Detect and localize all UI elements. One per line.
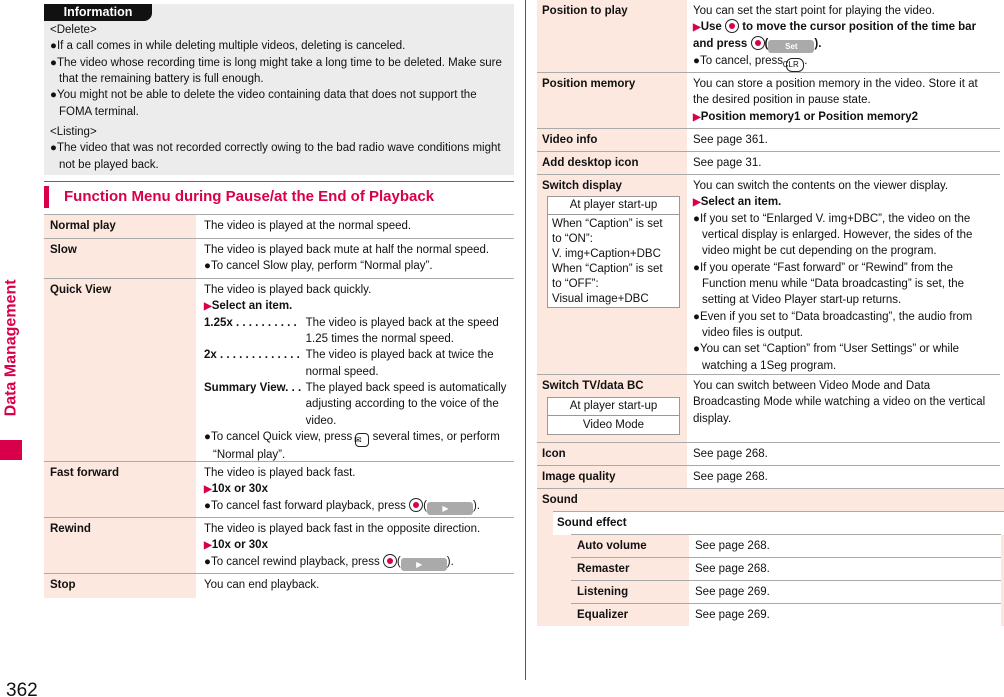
- arrow-icon: ▶: [204, 540, 212, 552]
- default-setting-box: At player start-up Video Mode: [547, 397, 680, 435]
- nav-key-icon: [725, 19, 739, 33]
- row-label: Add desktop icon: [537, 152, 687, 174]
- table-row-remaster: Remaster See page 268.: [571, 557, 1001, 580]
- table-row-rewind: [44, 517, 514, 573]
- table-row-add-desktop-icon: [537, 151, 1000, 174]
- info-bullet: ●The video that was not recorded correctly owing to the bad radio wave conditions might not be played back.: [50, 142, 501, 171]
- table-row-auto-volume: Auto volume See page 268.: [571, 534, 1001, 557]
- table-row-position-to-play: [537, 0, 1000, 72]
- side-tab: [0, 0, 22, 697]
- row-label: Quick View: [44, 279, 196, 461]
- row-desc: The video is played back quickly. ▶Select an item. 1.25x . . . . . . . . . . The video is played back at the speed 1.25 times the normal speed. 2x . . . . . . . . . . . . . The video is played back at twice the normal speed. Summary View. . . The played back speed is automatically adjusting according to the voice of the video. ●To cancel Quick view, press ✉ several times, or perform “Normal play”.: [204, 284, 507, 461]
- arrow-icon: ▶: [693, 111, 701, 123]
- table-row-quick-view: [44, 278, 514, 461]
- row-desc: See page 31.: [693, 157, 762, 169]
- play-softkey-icon: ▶: [401, 558, 447, 571]
- table-row-icon: [537, 442, 1000, 465]
- row-label: Fast forward: [44, 462, 196, 517]
- set-softkey-icon: Set: [768, 40, 814, 53]
- table-row-listening: Listening See page 269.: [571, 580, 1001, 603]
- row-desc: You can switch the contents on the viewer display. ▶Select an item. ●If you set to “Enlarged V. img+DBC”, the video on the vertical display is enlarged. However, the sides of the video might be cut depending on the program. ●If you operate “Fast forward” or “Rewind” from the Function menu while “Data broadcasting” is set, the setting at Video Player start-up returns. ●Even if you set to “Data broadcasting”, the audio from video files is output. ●You can set “Caption” from “User Settings” or while watching a 1Seg program.: [693, 180, 973, 372]
- arrow-icon: ▶: [204, 301, 212, 313]
- arrow-icon: ▶: [693, 197, 701, 209]
- table-row-equalizer: Equalizer See page 269.: [571, 603, 1001, 626]
- row-desc: See page 268.: [693, 448, 768, 460]
- table-row-image-quality: [537, 465, 1000, 488]
- info-bullet: ●If a call comes in while deleting multiple videos, deleting is canceled.: [50, 40, 406, 53]
- mail-key-icon: ✉: [355, 433, 369, 447]
- default-setting-box: At player start-up When “Caption” is set to “ON”: V. img+Caption+DBC When “Caption” is set to “OFF”: Visual image+DBC: [547, 196, 680, 308]
- listing-heading: <Listing>: [50, 125, 97, 138]
- row-label: Switch display: [537, 175, 687, 374]
- row-desc: You can switch between Video Mode and Data Broadcasting Mode while watching a video on the vertical display.: [693, 380, 986, 425]
- arrow-icon: ▶: [693, 22, 701, 34]
- row-label: Position to play: [537, 0, 687, 72]
- row-label: Normal play: [44, 215, 196, 238]
- table-row-video-info: [537, 128, 1000, 151]
- section-heading: [44, 181, 514, 211]
- table-row-slow: [44, 238, 514, 278]
- row-desc: The video is played back fast in the opposite direction. ▶10x or 30x ●To cancel rewind playback, press ( ▶ ).: [204, 523, 481, 569]
- row-desc: You can set the start point for playing the video. ▶Use to move the cursor position of the time bar and press ( Set ). ●To cancel, press CLR .: [687, 0, 1000, 72]
- row-desc: The video is played back fast. ▶10x or 30x ●To cancel fast forward playback, press ( ▶ ).: [204, 467, 480, 513]
- side-tab-label: Data Management: [2, 279, 20, 417]
- row-desc: See page 361.: [693, 134, 768, 146]
- center-key-icon: [383, 554, 397, 568]
- row-desc: See page 268.: [693, 471, 768, 483]
- section-title: Function Menu during Pause/at the End of Playback: [64, 188, 435, 205]
- info-bullet: ●You might not be able to delete the video containing data that does not support the FOMA terminal.: [50, 89, 477, 118]
- row-label: Switch TV/data BC: [537, 375, 687, 442]
- info-bullet: ●The video whose recording time is long might take a long time to be deleted. Make sure that the remaining battery is full enough.: [50, 56, 502, 85]
- side-tab-marker: [0, 440, 22, 460]
- table-row-normal-play: [44, 214, 514, 238]
- row-desc: You can end playback.: [204, 579, 320, 591]
- row-label: Rewind: [44, 518, 196, 573]
- row-label: Icon: [537, 443, 687, 465]
- play-softkey-icon: ▶: [427, 502, 473, 515]
- row-desc: You can store a position memory in the video. Store it at the desired position in pause state. ▶Position memory1 or Position memory2: [693, 78, 978, 123]
- column-divider: [525, 0, 526, 680]
- center-key-icon: [751, 36, 765, 50]
- row-label: Video info: [537, 129, 687, 151]
- row-label: Position memory: [537, 73, 687, 128]
- row-label: Image quality: [537, 466, 687, 488]
- clear-key-icon: CLR: [786, 58, 804, 72]
- row-desc: The video is played at the normal speed.: [204, 220, 412, 232]
- row-desc: The video is played back mute at half the normal speed. ●To cancel Slow play, perform “Normal play”.: [204, 244, 490, 273]
- section-marker: [44, 186, 49, 208]
- information-box: [44, 4, 514, 175]
- table-row-fast-forward: [44, 461, 514, 517]
- delete-heading: <Delete>: [50, 24, 97, 36]
- arrow-icon: ▶: [204, 484, 212, 496]
- page-number: 362: [6, 680, 38, 697]
- sound-effect-label: Sound effect: [553, 512, 1004, 535]
- information-tag: Information: [44, 4, 152, 21]
- center-key-icon: [409, 498, 423, 512]
- row-label: Stop: [44, 574, 196, 598]
- row-label: Sound: [537, 489, 1004, 626]
- table-row-stop: [44, 573, 514, 598]
- table-row-position-memory: [537, 72, 1000, 128]
- row-label: Slow: [44, 239, 196, 278]
